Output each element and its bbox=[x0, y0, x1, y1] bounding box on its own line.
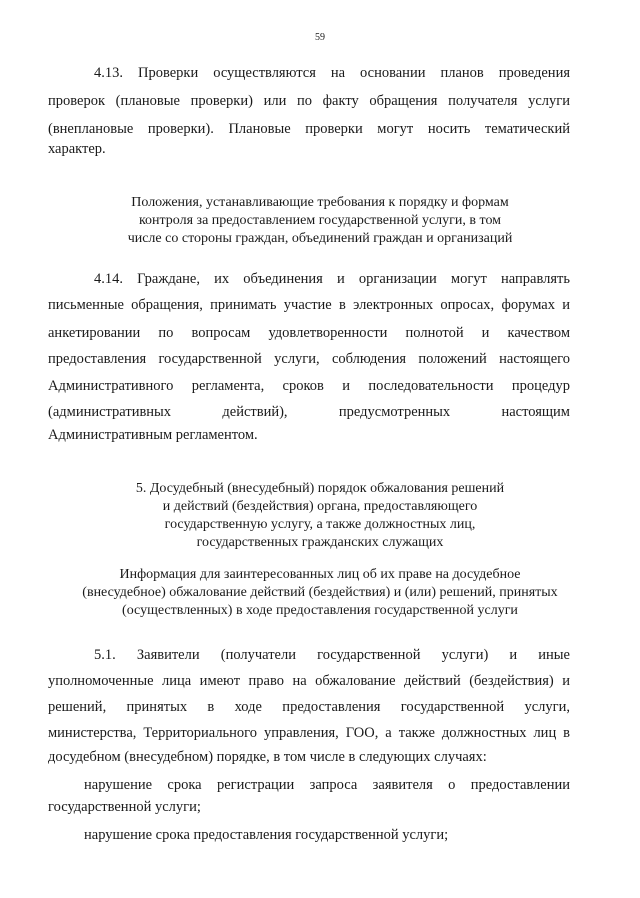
page-number: 59 bbox=[315, 32, 325, 43]
heading-line: государственных гражданских служащих bbox=[196, 535, 444, 550]
heading-line: Информация для заинтересованных лиц об их праве на досудебное bbox=[119, 567, 521, 582]
paragraph-line: анкетировании по вопросам удовлетворенности полнотой и качеством bbox=[48, 325, 570, 341]
heading-line: и действий (бездействия) органа, предоставляющего bbox=[162, 499, 478, 514]
paragraph-line: министерства, Территориального управления, ГОО, а также должностных лиц в bbox=[48, 725, 570, 741]
paragraph-line: (внеплановые проверки). Плановые проверки могут носить тематический bbox=[48, 121, 570, 137]
paragraph-line: (административных действий), предусмотренных настоящим bbox=[48, 404, 570, 420]
paragraph-line: письменные обращения, принимать участие в электронных опросах, форумах и bbox=[48, 297, 570, 313]
paragraph-line: характер. bbox=[48, 141, 106, 157]
paragraph-line: решений, принятых в ходе предоставления государственной услуги, bbox=[48, 699, 570, 715]
heading-line: Положения, устанавливающие требования к порядку и формам bbox=[131, 195, 509, 210]
heading-line: (осуществленных) в ходе предоставления государственной услуги bbox=[122, 603, 518, 618]
heading-line: числе со стороны граждан, объединений граждан и организаций bbox=[127, 231, 513, 246]
paragraph-line: государственной услуги; bbox=[48, 799, 201, 815]
paragraph-line: Административным регламентом. bbox=[48, 427, 258, 443]
paragraph-line: Административного регламента, сроков и последовательности процедур bbox=[48, 378, 570, 394]
paragraph-line: уполномоченные лица имеют право на обжалование действий (бездействия) и bbox=[48, 673, 570, 689]
paragraph-line: нарушение срока предоставления государственной услуги; bbox=[84, 827, 449, 843]
heading-line: государственную услугу, а также должностных лиц, bbox=[164, 517, 476, 532]
paragraph-line: 5.1. Заявители (получатели государственной услуги) и иные bbox=[94, 647, 570, 663]
paragraph-line: проверок (плановые проверки) или по факту обращения получателя услуги bbox=[48, 93, 570, 109]
paragraph-line: предоставления государственной услуги, соблюдения положений настоящего bbox=[48, 351, 570, 367]
heading-line: 5. Досудебный (внесудебный) порядок обжалования решений bbox=[135, 481, 505, 496]
paragraph-line: досудебном (внесудебном) порядке, в том числе в следующих случаях: bbox=[48, 749, 487, 765]
heading-line: (внесудебное) обжалование действий (бездействия) и (или) решений, принятых bbox=[82, 585, 558, 600]
heading-line: контроля за предоставлением государственной услуги, в том bbox=[138, 213, 502, 228]
paragraph-line: нарушение срока регистрации запроса заявителя о предоставлении bbox=[84, 777, 570, 793]
paragraph-line: 4.14. Граждане, их объединения и организации могут направлять bbox=[94, 271, 570, 287]
paragraph-line: 4.13. Проверки осуществляются на основании планов проведения bbox=[94, 65, 570, 81]
